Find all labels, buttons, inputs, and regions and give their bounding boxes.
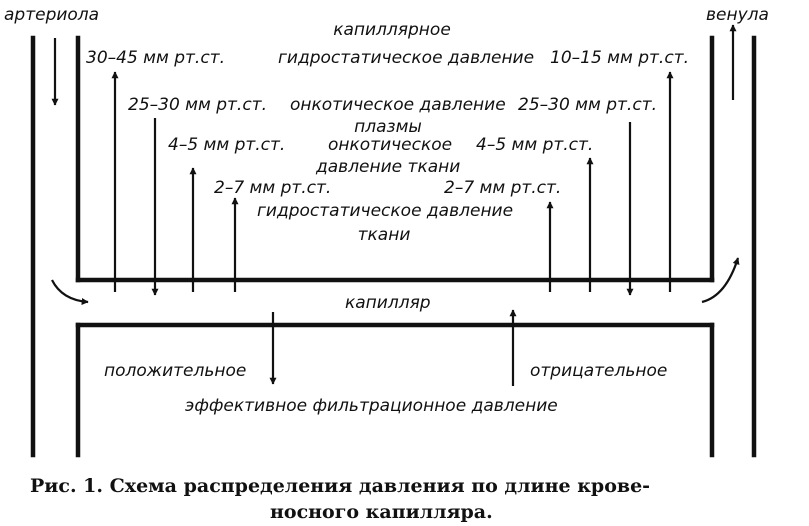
tissue-hydro-mid-label: гидростатическое давление: [257, 201, 514, 221]
hydro-left-label: 30–45 мм рт.ст.: [86, 48, 225, 68]
tissue-onco-left-label: 4–5 мм рт.ст.: [168, 135, 286, 155]
figure-caption-line1: Рис. 1. Схема распределения давления по длине крове-: [30, 475, 651, 497]
venule-label: венула: [706, 5, 769, 25]
figure-caption-line2: носного капилляра.: [270, 501, 493, 523]
onco-right-label: 25–30 мм рт.ст.: [518, 95, 657, 115]
tissue-onco-right-label: 4–5 мм рт.ст.: [476, 135, 594, 155]
negative-label: отрицательное: [530, 361, 668, 381]
capillary-label: капилляр: [345, 293, 431, 313]
tissue-word-label: ткани: [357, 225, 411, 245]
positive-label: положительное: [104, 361, 247, 381]
hydro-right-label: 10–15 мм рт.ст.: [550, 48, 689, 68]
hydro-mid-label: гидростатическое давление: [278, 48, 535, 68]
tissue-hydro-right-label: 2–7 мм рт.ст.: [444, 178, 562, 198]
capillary-title-label: капиллярное: [333, 20, 451, 40]
tissue-onco-mid2-label: давление ткани: [316, 157, 461, 177]
tissue-onco-mid-label: онкотическое: [328, 135, 453, 155]
arteriole-label: артериола: [4, 5, 100, 25]
effective-pressure-label: эффективное фильтрационное давление: [185, 396, 558, 416]
plasma-label: плазмы: [354, 117, 422, 137]
inflow-curve-arrow: [52, 280, 88, 302]
onco-mid-label: онкотическое давление: [290, 95, 506, 115]
tissue-hydro-left-label: 2–7 мм рт.ст.: [214, 178, 332, 198]
onco-left-label: 25–30 мм рт.ст.: [128, 95, 267, 115]
